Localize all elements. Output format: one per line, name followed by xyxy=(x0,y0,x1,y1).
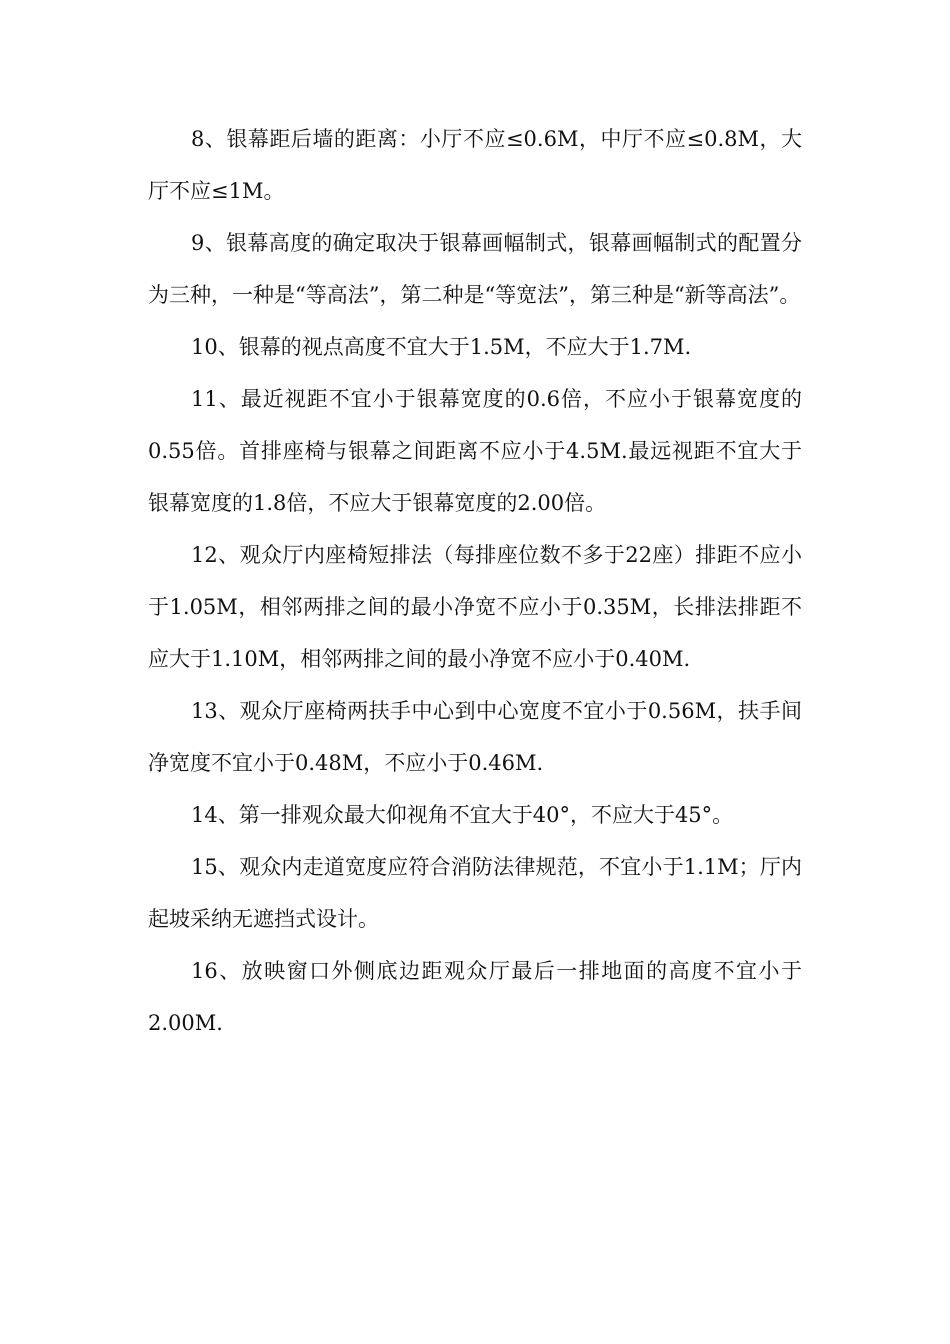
paragraph-12: 12、观众厅内座椅短排法（每排座位数不多于22座）排距不应小于1.05M，相邻两排之间的最小净宽不应小于0.35M，长排法排距不应大于1.10M，相邻两排之间的最小净宽不应小于0.40M. xyxy=(148,543,802,671)
paragraph-16: 16、放映窗口外侧底边距观众厅最后一排地面的高度不宜小于2.00M. xyxy=(148,959,802,1035)
paragraph-10: 10、银幕的视点高度不宜大于1.5M，不应大于1.7M. xyxy=(191,335,692,359)
paragraph-11: 11、最近视距不宜小于银幕宽度的0.6倍，不应小于银幕宽度的0.55倍。首排座椅与银幕之间距离不应小于4.5M.最远视距不宜大于银幕宽度的1.8倍，不应大于银幕宽度的2.00倍。 xyxy=(148,387,802,515)
paragraph-15: 15、观众内走道宽度应符合消防法律规范，不宜小于1.1M；厅内起坡采纳无遮挡式设计。 xyxy=(148,855,802,931)
paragraph-13: 13、观众厅座椅两扶手中心到中心宽度不宜小于0.56M，扶手间净宽度不宜小于0.48M，不应小于0.46M. xyxy=(148,699,802,775)
paragraph-8: 8、银幕距后墙的距离：小厅不应≤0.6M，中厅不应≤0.8M，大厅不应≤1M。 xyxy=(148,127,802,203)
paragraph-9: 9、银幕高度的确定取决于银幕画幅制式，银幕画幅制式的配置分为三种，一种是“等高法”，第二种是“等宽法”，第三种是“新等高法”。 xyxy=(148,231,802,307)
paragraph-14: 14、第一排观众最大仰视角不宜大于40°，不应大于45°。 xyxy=(191,803,734,827)
document-body xyxy=(148,113,802,1049)
